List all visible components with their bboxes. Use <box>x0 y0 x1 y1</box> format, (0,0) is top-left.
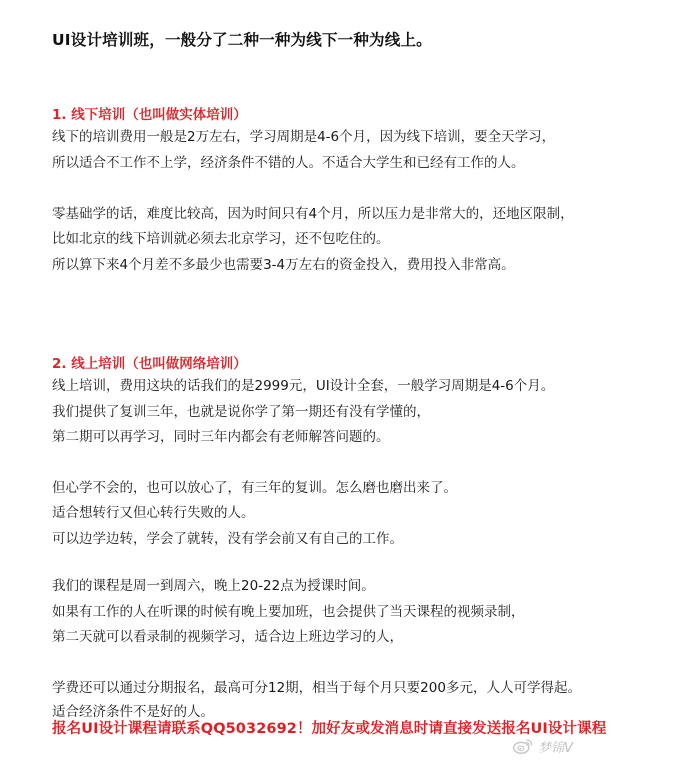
paragraph-line: 学费还可以通过分期报名，最高可分12期，相当于每个月只要200多元，人人可学得起。 <box>52 680 581 696</box>
paragraph-line: 但心学不会的，也可以放心了，有三年的复训。怎么磨也磨出来了。 <box>52 480 457 496</box>
paragraph-line: 第二期可以再学习，同时三年内都会有老师解答问题的。 <box>52 429 390 445</box>
paragraph-line: 适合想转行又但心转行失败的人。 <box>52 505 255 521</box>
weibo-watermark <box>512 736 573 756</box>
paragraph-line: 如果有工作的人在听课的时候有晚上要加班，也会提供了当天课程的视频录制， <box>52 604 525 620</box>
paragraph-line: 所以算下来4个月差不多最少也需要3-4万左右的资金投入，费用投入非常高。 <box>52 257 515 273</box>
watermark-text: 梦锦V <box>538 740 573 756</box>
paragraph-line: 适合经济条件不是好的人。 <box>52 704 214 720</box>
paragraph-line: 可以边学边转，学会了就转，没有学会前又有自己的工作。 <box>52 531 403 547</box>
paragraph-line: 所以适合不工作不上学，经济条件不错的人。不适合大学生和已经有工作的人。 <box>52 155 525 171</box>
paragraph-line: 我们提供了复训三年，也就是说你学了第一期还有没有学懂的， <box>52 404 430 420</box>
section-heading-offline: 1. 线下培训（也叫做实体培训） <box>52 107 247 123</box>
section-heading-online: 2. 线上培训（也叫做网络培训） <box>52 356 247 372</box>
paragraph-line: 线上培训，费用这块的话我们的是2999元，UI设计全套，一般学习周期是4-6个月。 <box>52 378 555 394</box>
weibo-logo-icon <box>512 737 534 755</box>
paragraph-line: 比如北京的线下培训就必须去北京学习，还不包吃住的。 <box>52 231 390 247</box>
contact-banner: 报名UI设计课程请联系QQ5032692！加好友或发消息时请直接发送报名UI设计课程 <box>52 721 607 737</box>
paragraph-line: 我们的课程是周一到周六，晚上20-22点为授课时间。 <box>52 578 375 594</box>
paragraph-line: 线下的培训费用一般是2万左右，学习周期是4-6个月，因为线下培训，要全天学习， <box>52 129 556 145</box>
page-title: UI设计培训班，一般分了二种一种为线下一种为线上。 <box>52 31 432 49</box>
paragraph-line: 零基础学的话，难度比较高，因为时间只有4个月，所以压力是非常大的，还地区限制， <box>52 206 574 222</box>
paragraph-line: 第二天就可以看录制的视频学习，适合边上班边学习的人， <box>52 629 403 645</box>
